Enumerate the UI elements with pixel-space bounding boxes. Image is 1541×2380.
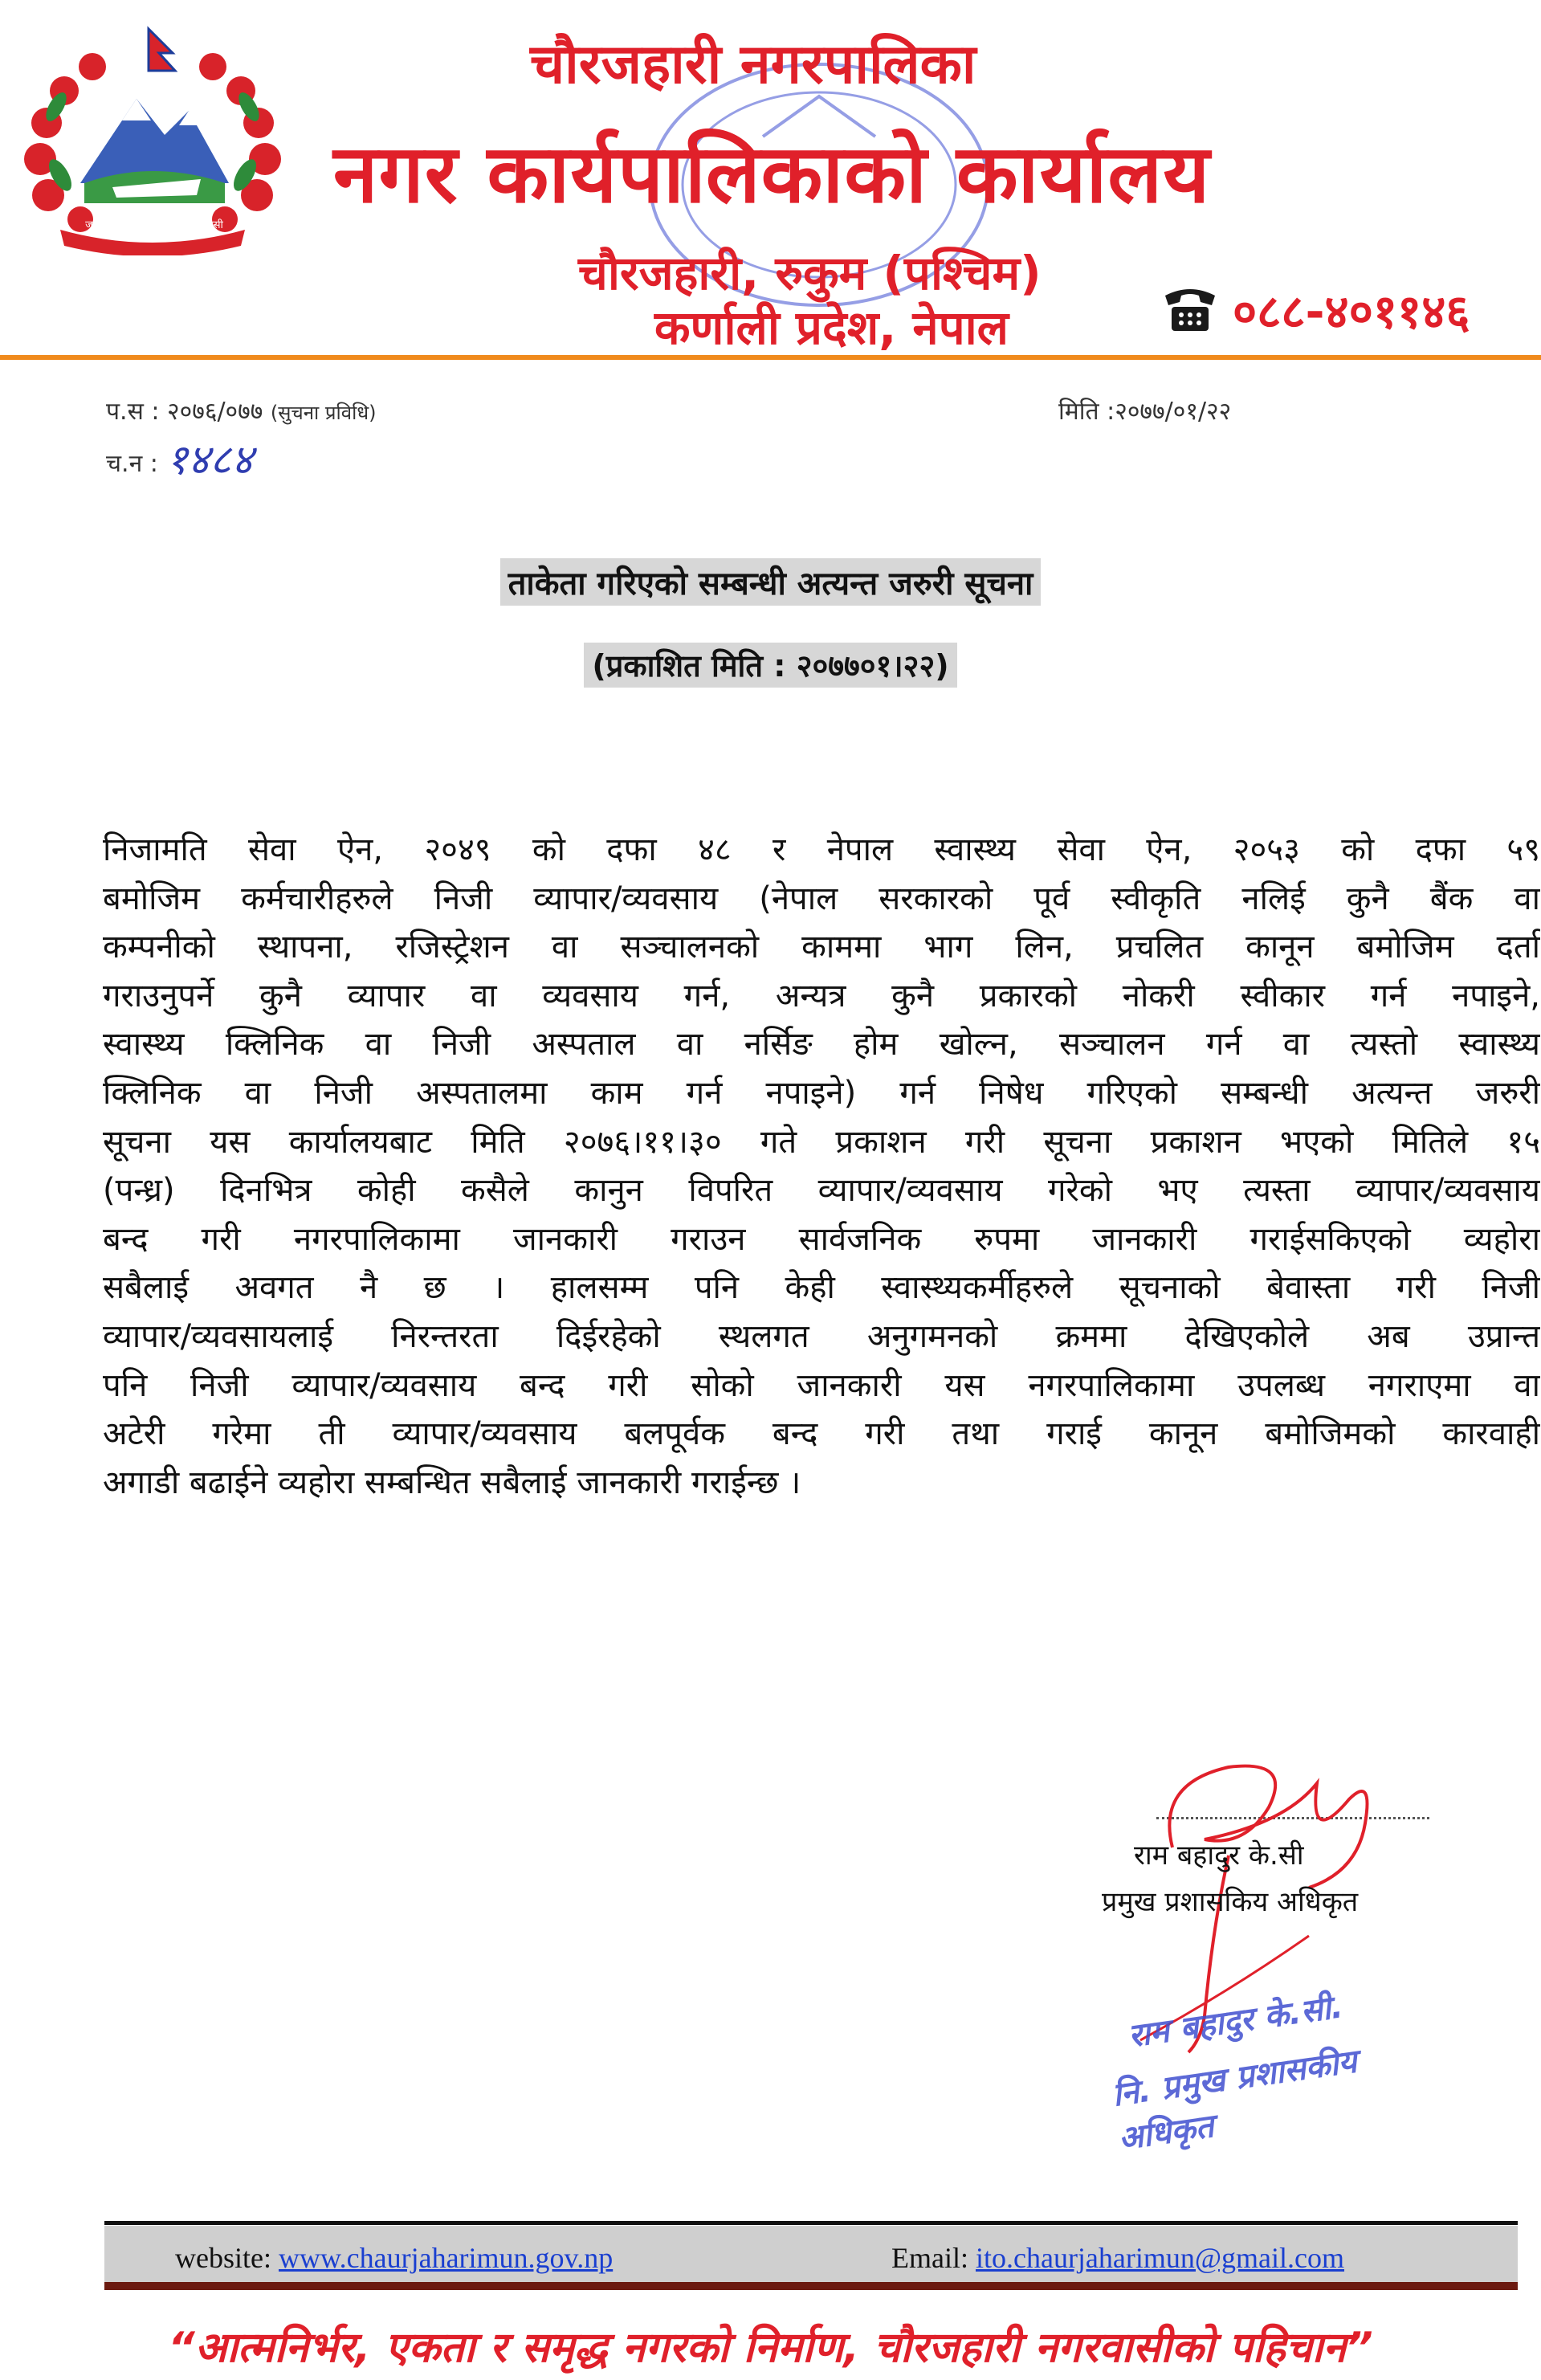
dispatch-number [106,436,254,484]
notice-title-text: ताकेता गरिएको सम्बन्धी अत्यन्त जरुरी सूचना [500,558,1042,606]
emblem-motto: जननी जन्मभूमिश्च स्वर्गादपि गरीयसी [85,219,223,231]
notice-title [0,558,1541,606]
header-divider [0,355,1541,360]
published-date-text: (प्रकाशित मिति : २०७७०१।२२) [584,643,956,688]
phone-block [1160,281,1470,337]
published-date [0,643,1541,688]
body-line: (पन्ध्र) दिनभित्र कोही कसैले कानुन विपरित व्यापार/व्यवसाय गरेको भए त्यस्ता व्यापार/व्यवसाय [103,1172,1540,1210]
body-line: क्लिनिक वा निजी अस्पतालमा काम गर्न नपाइने) गर्न निषेध गरिएको सम्बन्धी अत्यन्त जरुरी [103,1074,1540,1112]
ps-note: (सुचना प्रविधि) [270,402,377,424]
date-label: मिति : [1058,398,1115,426]
website-info [175,2241,613,2275]
footer-divider-bottom [104,2282,1518,2290]
org-name: चौरजहारी नगरपालिका [530,33,976,96]
body-line: बन्द गरी नगरपालिकामा जानकारी गराउन सार्वजनिक रुपमा जानकारी गराईसकिएको व्यहोरा [103,1220,1540,1258]
signer-name: राम बहादुर के.सी [1134,1839,1304,1872]
address-line: चौरजहारी, रुकुम (पश्चिम) [578,246,1042,300]
ps-label: प.स : [106,398,160,426]
office-name: नगर कार्यपालिकाको कार्यालय [333,127,1211,221]
body-line: पनि निजी व्यापार/व्यवसाय बन्द गरी सोको जानकारी यस नगरपालिकामा उपलब्ध नगराएमा वा [103,1366,1540,1404]
body-line: सूचना यस कार्यालयबाट मिति २०७६।११।३० गते प्रकाशन गरी सूचना प्रकाशन भएको मितिले १५ [103,1123,1540,1161]
letter-date [1058,394,1231,427]
stamp-name: राम बहादुर के.सी. [1126,1988,1346,2055]
reference-number [106,394,376,427]
email-link[interactable]: ito.chaurjaharimun@gmail.com [975,2242,1345,2274]
ps-value: २०७६/०७७ [167,398,263,426]
notice-body [103,826,1540,1507]
email-label: Email: [891,2242,968,2274]
telephone-icon [1160,284,1220,334]
body-line: निजामति सेवा ऐन, २०४९ को दफा ४८ र नेपाल स्वास्थ्य सेवा ऐन, २०५३ को दफा ५९ [103,831,1540,868]
website-link[interactable]: www.chaurjaharimun.gov.np [278,2242,614,2274]
body-line: कम्पनीको स्थापना, रजिस्ट्रेशन वा सञ्चालनको काममा भाग लिन, प्रचलित कानून बमोजिम दर्ता [103,929,1540,966]
date-value: २०७७/०१/२२ [1115,398,1232,426]
website-label: website: [175,2242,271,2274]
cn-value-handwritten: १४८४ [165,436,254,484]
cn-label: च.न : [106,450,158,478]
body-line: बमोजिम कर्मचारीहरुले निजी व्यापार/व्यवसाय (नेपाल सरकारको पूर्व स्वीकृति नलिई कुनै बैंक वा [103,880,1540,917]
signer-title: प्रमुख प्रशासकिय अधिकृत [1102,1886,1359,1918]
body-line: स्वास्थ्य क्लिनिक वा निजी अस्पताल वा नर्सिङ होम खोल्न, सञ्चालन गर्न वा त्यस्तो स्वास्थ्य [103,1026,1540,1063]
phone-number: ०८८-४०११४६ [1233,284,1470,339]
stamp-title: नि. प्रमुख प्रशासकीय अधिकृत [1110,2043,1360,2158]
province-line: कर्णाली प्रदेश, नेपाल [654,300,1009,355]
footer-divider [104,2221,1518,2225]
body-line: गराउनुपर्ने कुनै व्यापार वा व्यवसाय गर्न, अन्यत्र कुनै प्रकारको नोकरी स्वीकार गर्न नपाइने, [103,977,1540,1014]
email-info [891,2241,1344,2275]
body-line: सबैलाई अवगत नै छ । हालसम्म पनि केही स्वास्थ्यकर्मीहरुले सूचनाको बेवास्ता गरी निजी [103,1269,1540,1307]
slogan: “आत्मनिर्भर, एकता र समृद्ध नगरको निर्माण, चौरजहारी नगरवासीको पहिचान” [168,2324,1373,2372]
body-line: अगाडी बढाईने व्यहोरा सम्बन्धित सबैलाई जानकारी गराईन्छ । [103,1464,801,1501]
body-line: व्यापार/व्यवसायलाई निरन्तरता दिईरहेको स्थलगत अनुगमनको क्रममा देखिएकोले अब उप्रान्त [103,1317,1540,1355]
body-line: अटेरी गरेमा ती व्यापार/व्यवसाय बलपूर्वक बन्द गरी तथा गराई कानून बमोजिमको कारवाही [103,1415,1540,1453]
